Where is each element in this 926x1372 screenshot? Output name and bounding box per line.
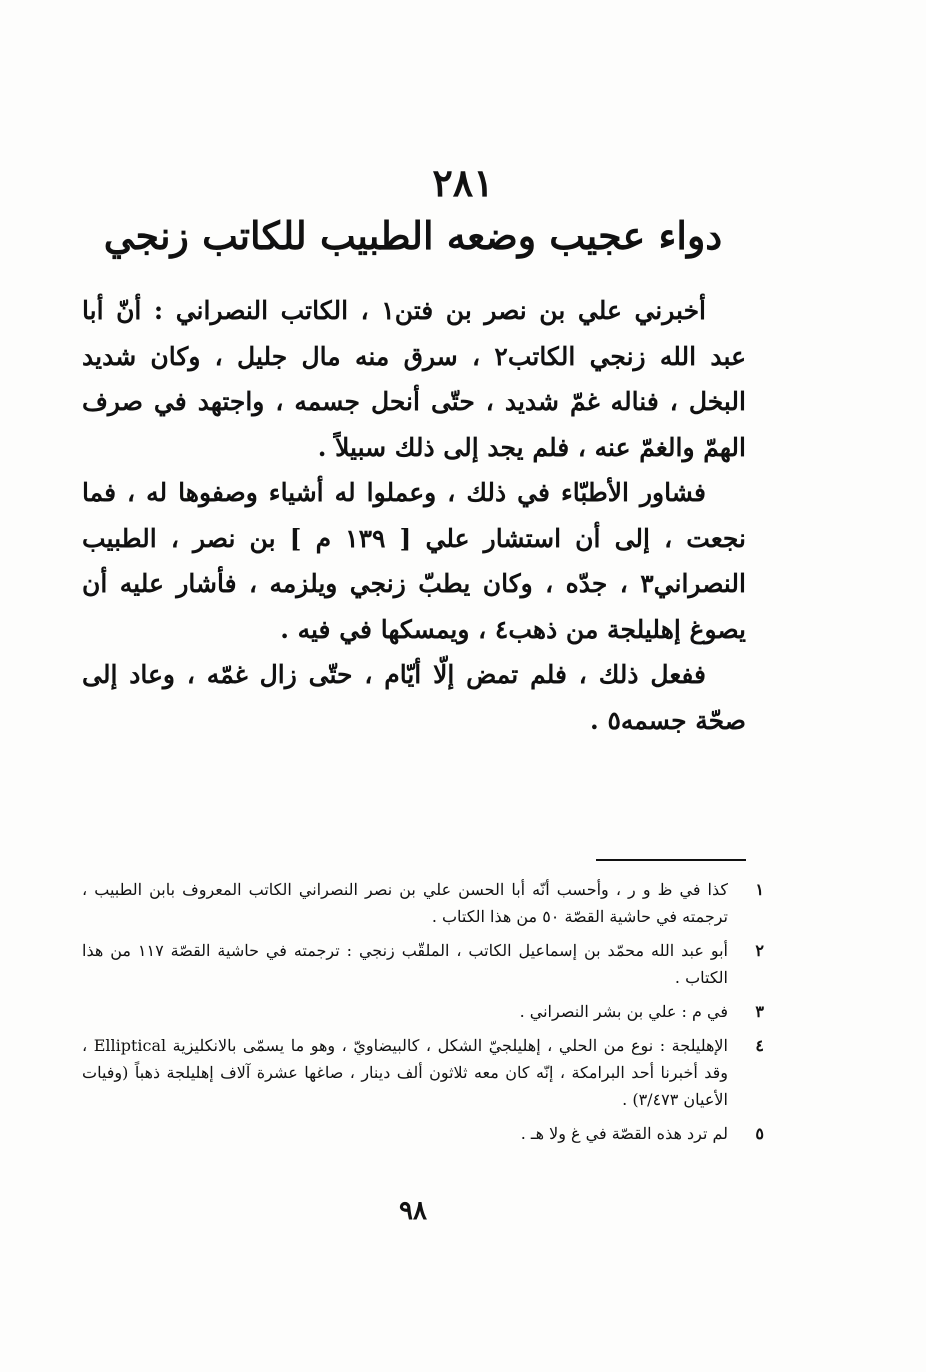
footnote-text: لم ترد هذه القصّة في غ ولا هـ . bbox=[520, 1124, 728, 1143]
footnote bbox=[82, 1032, 764, 1113]
footnote-number: ٥ bbox=[755, 1124, 764, 1143]
paragraph: أخبرني علي بن نصر بن فتن١ ، الكاتب النصراني : أنّ أبا عبد الله زنجي الكاتب٢ ، سرق منه مال جليل ، وكان شديد البخل ، فناله غمّ شديد ، حتّى أنحل جسمه ، واجتهد في صرف الهمّ والغمّ عنه ، فلم يجد إلى ذلك سبيلاً . bbox=[82, 296, 746, 462]
footnote bbox=[82, 937, 764, 991]
body-text bbox=[82, 288, 746, 743]
footnote bbox=[82, 876, 764, 930]
page-number: ٩٨ bbox=[399, 1196, 427, 1226]
footnote bbox=[82, 1120, 764, 1147]
paragraph: فشاور الأطبّاء في ذلك ، وعملوا له أشياء وصفوها له ، فما نجعت ، إلى أن استشار علي [ ١٣٩ م ] بن نصر ، الطبيب النصراني٣ ، جدّه ، وكان يطبّ زنجي ويلزمه ، فأشار عليه أن يصوغ إهليلجة من ذهب٤ ، ويمسكها في فيه . bbox=[82, 478, 746, 644]
story-number: ٢٨١ bbox=[432, 160, 494, 205]
footnote-separator bbox=[596, 859, 746, 861]
footnotes bbox=[82, 876, 764, 1154]
footnote-number: ٣ bbox=[755, 1002, 764, 1021]
footnote-number: ٤ bbox=[755, 1036, 764, 1055]
footnote-text: الإهليلجة : نوع من الحلي ، إهليلجيّ الشكل ، كالبيضاويّ ، وهو ما يسمّى بالانكليزية Elliptical ، وقد أخبرنا أحد البرامكة ، إنّه كان معه ثلاثون ألف دينار ، صاغها عشرة آلاف إهليلجة ذهباً (وفيات الأعيان ٣/٤٧٣) . bbox=[82, 1036, 729, 1109]
footnote-text: في م : علي بن بشر النصراني . bbox=[519, 1002, 728, 1021]
footnote-text: أبو عبد الله محمّد بن إسماعيل الكاتب ، الملقّب زنجي : ترجمته في حاشية القصّة ١١٧ من هذا الكتاب . bbox=[82, 941, 729, 987]
footnote-number: ٢ bbox=[755, 941, 764, 960]
footnote-text: كذا في ظ و ر ، وأحسب أنّه أبا الحسن علي بن نصر النصراني الكاتب المعروف بابن الطبيب ، ترجمته في حاشية القصّة ٥٠ من هذا الكتاب . bbox=[82, 880, 728, 926]
footnote-number: ١ bbox=[755, 880, 764, 899]
paragraph: ففعل ذلك ، فلم تمض إلّا أيّام ، حتّى زال غمّه ، وعاد إلى صحّة جسمه٥ . bbox=[82, 660, 746, 735]
story-title: دواء عجيب وضعه الطبيب للكاتب زنجي bbox=[103, 213, 723, 258]
footnote bbox=[82, 998, 764, 1025]
